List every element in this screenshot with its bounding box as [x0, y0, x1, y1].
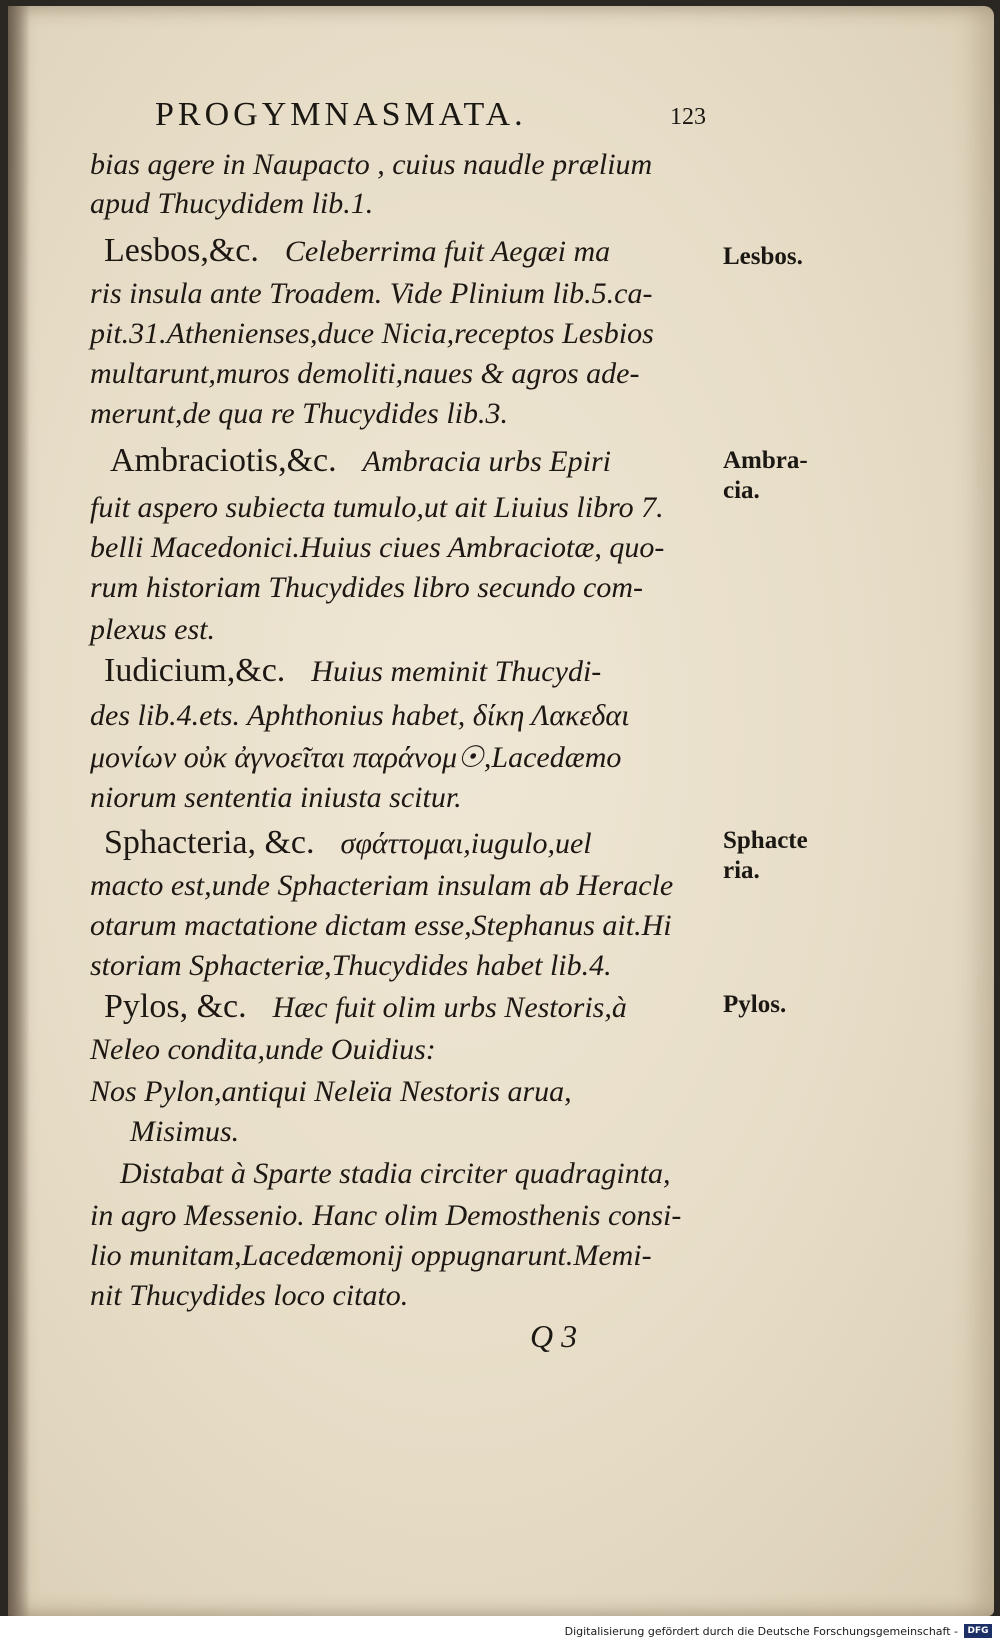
- line-text: bias agere in Naupacto , cuius naudle prælium: [90, 148, 653, 181]
- signature-mark: Q 3: [530, 1318, 578, 1354]
- text-line: [64, 652, 724, 690]
- line-text: Neleo condita,unde Ouidius:: [90, 1033, 436, 1066]
- line-text: plexus est.: [90, 613, 215, 646]
- line-text: μονίων οὐκ ἀγνοεῖται παράνομ☉,Lacedæmo: [90, 741, 622, 774]
- line-text: Misimus.: [130, 1115, 240, 1148]
- line-text: σφάττομαι,iugulo,uel: [340, 827, 592, 860]
- line-text: otarum mactatione dictam esse,Stephanus ait.Hi: [90, 909, 672, 942]
- line-text: Hæc fuit olim urbs Nestoris,à: [272, 991, 627, 1024]
- footer-credit: Digitalisierung gefördert durch die Deutsche Forschungsgemeinschaft -: [564, 1625, 958, 1638]
- text-line: [64, 1236, 724, 1274]
- text-line: [64, 1276, 724, 1314]
- line-text: in agro Messenio. Hanc olim Demosthenis consi-: [90, 1199, 682, 1232]
- text-line: [64, 696, 724, 734]
- line-text: apud Thucydidem lib.1.: [90, 187, 374, 220]
- line-text: merunt,de qua re Thucydides lib.3.: [90, 397, 508, 430]
- line-text: belli Macedonici.Huius ciues Ambraciotæ, quo-: [90, 531, 665, 564]
- text-line: [64, 610, 724, 648]
- page-gutter-shadow: [8, 6, 30, 1616]
- lemma: Ambraciotis,&c.: [110, 442, 337, 479]
- text-line: [64, 906, 724, 944]
- text-line: [64, 1112, 724, 1150]
- text-line: [64, 866, 724, 904]
- text-line: [64, 232, 724, 270]
- margin-note: Pylos.: [723, 991, 787, 1018]
- dfg-logo: DFG: [964, 1624, 992, 1638]
- text-line: [64, 946, 724, 984]
- line-text: Distabat à Sparte stadia circiter quadraginta,: [120, 1157, 671, 1190]
- line-text: multarunt,muros demoliti,naues & agros ade-: [90, 357, 640, 390]
- line-text: storiam Sphacteriæ,Thucydides habet lib.4.: [90, 949, 612, 982]
- text-line: [64, 354, 724, 392]
- text-line: [64, 184, 724, 222]
- line-text: Ambracia urbs Epiri: [362, 445, 611, 478]
- page-number: 123: [670, 104, 706, 130]
- text-line: [64, 1072, 724, 1110]
- line-text: nit Thucydides loco citato.: [90, 1279, 409, 1312]
- margin-note: Ambra- cia.: [723, 447, 808, 504]
- digitization-footer: [0, 1616, 1000, 1645]
- text-line: [64, 488, 724, 526]
- text-line: [64, 442, 724, 480]
- line-text: Huius meminit Thucydi-: [311, 655, 602, 688]
- line-text: niorum sententia iniusta scitur.: [90, 781, 462, 814]
- text-line: [64, 988, 724, 1026]
- text-line: [64, 568, 724, 606]
- line-text: fuit aspero subiecta tumulo,ut ait Liuius libro 7.: [90, 491, 664, 524]
- text-line: [64, 1196, 724, 1234]
- lemma: Sphacteria, &c.: [104, 824, 315, 861]
- text-line: [64, 528, 724, 566]
- line-text: macto est,unde Sphacteriam insulam ab Heracle: [90, 869, 674, 902]
- line-text: lio munitam,Lacedæmonij oppugnarunt.Memi-: [90, 1239, 652, 1272]
- line-text: Nos Pylon,antiqui Neleïa Nestoris arua,: [90, 1075, 572, 1108]
- line-text: rum historiam Thucydides libro secundo com-: [90, 571, 644, 604]
- line-text: ris insula ante Troadem. Vide Plinium lib.5.ca-: [90, 277, 653, 310]
- lemma: Pylos, &c.: [104, 988, 247, 1025]
- margin-note: Lesbos.: [723, 243, 803, 270]
- text-line: [64, 274, 724, 312]
- line-text: pit.31.Athenienses,duce Nicia,receptos Lesbios: [90, 317, 654, 350]
- line-text: des lib.4.ets. Aphthonius habet, δίκη Λακεδαι: [90, 699, 630, 732]
- text-line: [64, 1030, 724, 1068]
- text-line: [64, 394, 724, 432]
- text-line: [64, 738, 724, 776]
- margin-note: Sphacte ria.: [723, 827, 808, 884]
- text-line: [64, 145, 724, 183]
- line-text: Celeberrima fuit Aegæi ma: [284, 235, 611, 268]
- running-head: PROGYMNASMATA.: [155, 96, 527, 133]
- text-line: [64, 778, 724, 816]
- text-line: [64, 1154, 724, 1192]
- lemma: Iudicium,&c.: [104, 652, 286, 689]
- text-line: [64, 314, 724, 352]
- lemma: Lesbos,&c.: [104, 232, 259, 269]
- text-line: [64, 824, 724, 862]
